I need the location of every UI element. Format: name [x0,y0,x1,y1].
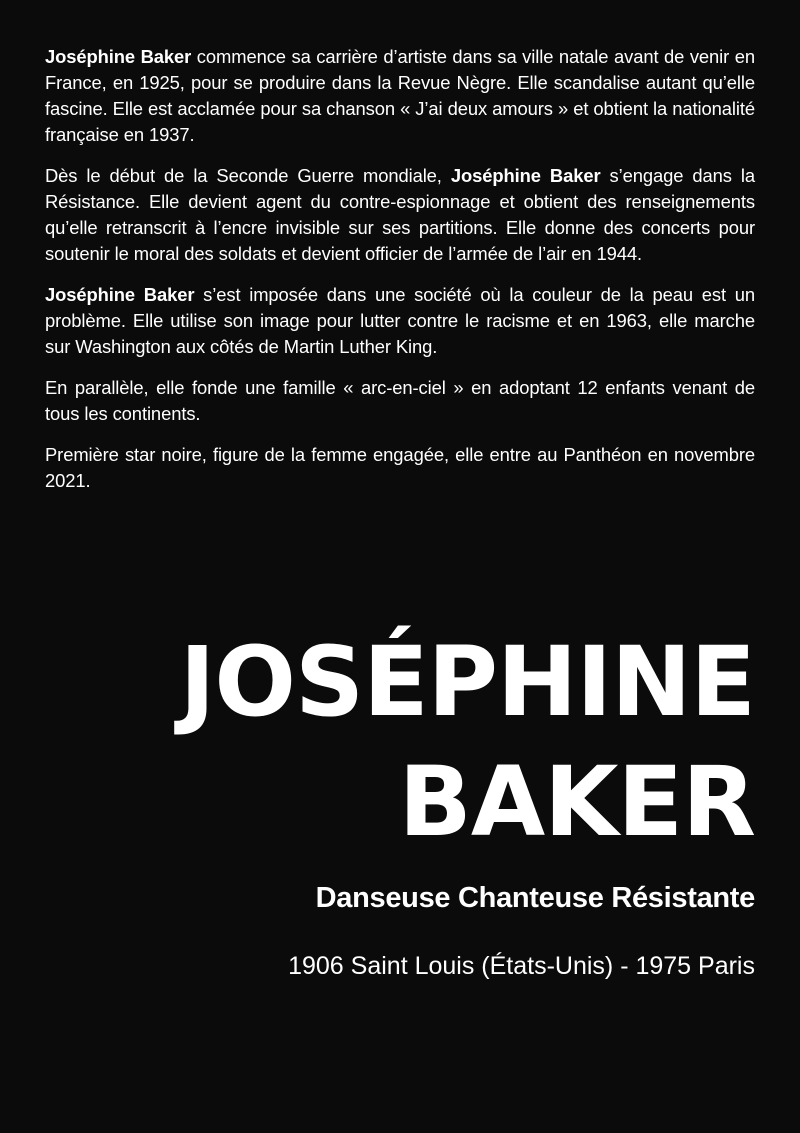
bio-name-bold: Joséphine Baker [45,284,195,305]
biography-text [45,44,755,509]
bio-text: commence sa carrière d’artiste dans sa ville natale avant de venir en France, en 1925, pour se produire dans la Revue Nègre. Elle scandalise autant qu’elle fascine. Elle est acclamée pour sa chanson « J’ai deux amours » et obtient la nationalité française en 1937. [45,46,755,145]
subtitle-roles: Danseuse Chanteuse Résistante [315,882,755,914]
bio-text: En parallèle, elle fonde une famille « arc-en-ciel » en adoptant 12 enfants venant de tous les continents. [45,377,755,424]
bio-paragraph-5 [45,442,755,494]
bio-paragraph-1 [45,44,755,148]
bio-paragraph-3 [45,282,755,360]
bio-name-bold: Joséphine Baker [45,46,192,67]
bio-text: s’est imposée dans une société où la couleur de la peau est un problème. Elle utilise son image pour lutter contre le racisme et en 1963, elle marche sur Washington aux côtés de Martin Luther King. [45,284,755,357]
name-title [180,622,755,862]
bio-text: s’engage dans la Résistance. Elle devient agent du contre-espionnage et obtient des renseignements qu’elle retranscrit à l’encre invisible sur ses partitions. Elle donne des concerts pour soutenir le moral des soldats et devient officier de l’armée de l’air en 1944. [45,165,755,264]
bio-name-bold: Joséphine Baker [450,165,601,186]
title-first-name: JOSÉPHINE [179,626,755,738]
title-last-name: BAKER [398,746,755,858]
life-dates: 1906 Saint Louis (États-Unis) - 1975 Paris [288,952,755,980]
bio-text: Première star noire, figure de la femme engagée, elle entre au Panthéon en novembre 2021. [45,444,755,491]
bio-paragraph-2 [45,163,755,267]
bio-paragraph-4 [45,375,755,427]
bio-text: Dès le début de la Seconde Guerre mondiale, [45,165,451,186]
